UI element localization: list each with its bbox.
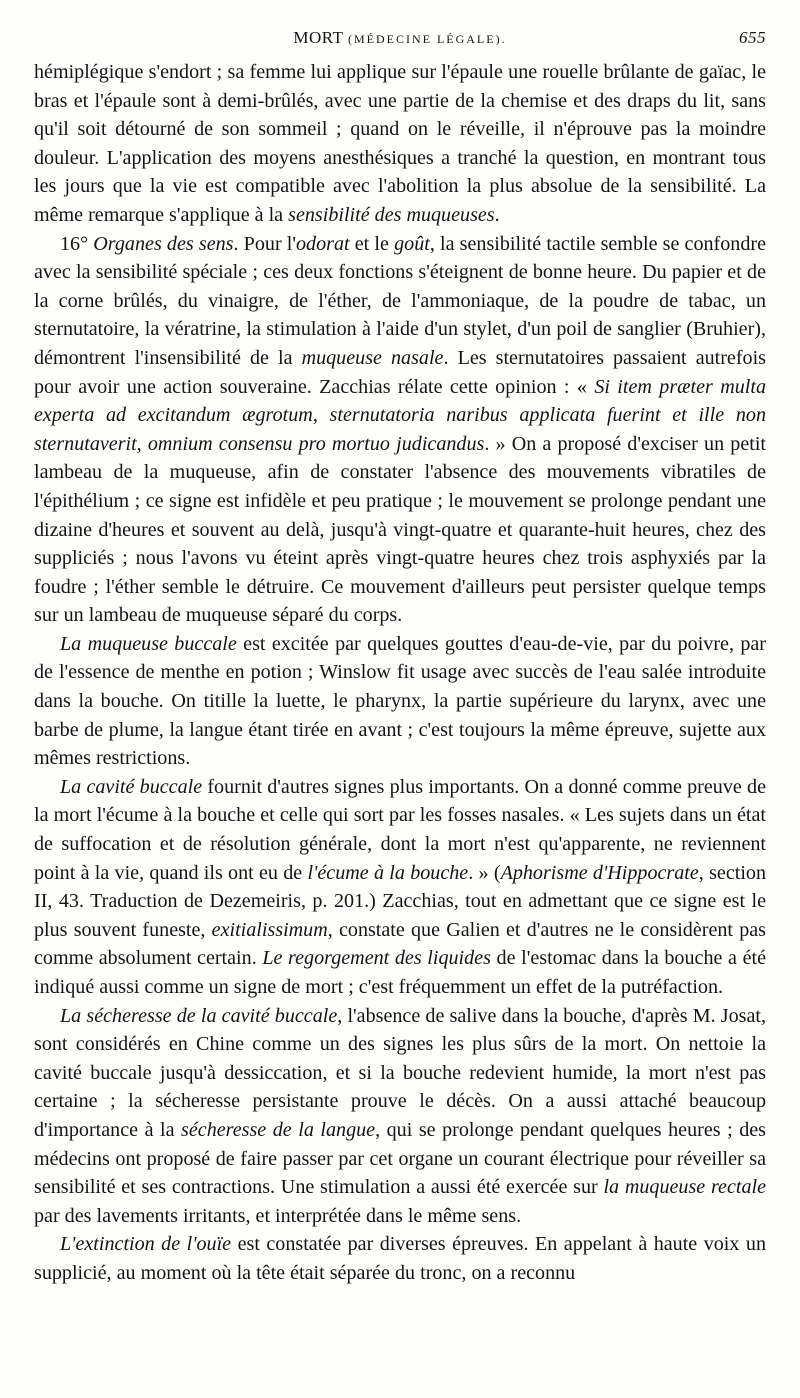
text-run: 16° [60, 232, 94, 255]
body-text [34, 58, 766, 1288]
italic-phrase: Si item præter multa experta ad excitandum ægrotum, sternutatoria naribus applicata fuerint et ille non sternutaverit, omnium consensu pro mortuo judicandus [34, 375, 767, 455]
italic-phrase: la muqueuse rectale [603, 1176, 767, 1199]
italic-phrase: Le regorgement des liquides [262, 947, 491, 970]
text-run: de l'estomac dans la bouche a été indiqué aussi comme un signe de mort ; c'est fréquemment un effet de la putréfaction. [34, 947, 766, 998]
text-run: par des lavements irritants, et interprétée dans le même sens. [34, 1204, 522, 1227]
paragraph [34, 58, 766, 230]
italic-phrase: Organes des sens [93, 232, 234, 255]
text-run: fournit d'autres signes plus importants. On a donné comme preuve de la mort l'écume à la bouche et celle qui sort par les fosses nasales. « Les sujets dans un état de suffocation et de résolution générale, dont la mort n'est qu'apparente, ne reviennent point à la vie, quand ils ont eu de [34, 775, 766, 884]
italic-phrase: La cavité buccale [60, 775, 203, 798]
text-run: . » On a proposé d'exciser un petit lambeau de la muqueuse, afin de constater l'absence des mouvements vibratiles de l'épithélium ; ce signe est infidèle et peu pratique ; le mouvement se prolonge pendant une dizaine d'heures et souvent au delà, jusqu'à vingt-quatre et quarante-huit heures, chez des suppliciés ; nous l'avons vu éteint après vingt-quatre heures chez trois asphyxiés par la foudre ; l'éther semble le détruire. Ce mouvement d'ailleurs peut persister quelque temps sur un lambeau de muqueuse séparé du corps. [34, 432, 766, 627]
text-run: hémiplégique s'endort ; sa femme lui applique sur l'épaule une rouelle brûlante de gaïac, le bras et l'épaule sont à demi-brûlés, avec une partie de la chemise et des draps du lit, sans qu'il soit détourné de son sommeil ; quand on le réveille, il n'éprouve pas la moindre douleur. L'application des moyens anesthésiques a tranché la question, en montrant tous les jours que la vie est compatible avec l'abolition la plus absolue de la sensibilité. La même remarque s'applique à la [34, 61, 766, 226]
italic-phrase: muqueuse nasale [301, 346, 444, 369]
paragraph [34, 230, 766, 630]
text-run: . [494, 203, 500, 226]
header-title: MORT [293, 28, 344, 47]
running-header [34, 28, 766, 58]
italic-phrase: sécheresse de la langue [181, 1118, 376, 1141]
text-run: est constatée par diverses épreuves. En appelant à haute voix un supplicié, au moment où la tête était séparée du tronc, on a reconnu [34, 1233, 767, 1284]
paragraph [34, 1230, 766, 1287]
text-run: est excitée par quelques gouttes d'eau-de-vie, par du poivre, par de l'essence de menthe en potion ; Winslow fit usage avec succès de l'eau salée introduite dans la bouche. On titille la luette, le pharynx, la partie supérieure du larynx, avec une barbe de plume, la langue étant tirée en avant ; c'est toujours la même épreuve, sujette aux mêmes restrictions. [34, 632, 767, 770]
italic-phrase: sensibilité des muqueuses [288, 203, 495, 226]
italic-phrase: l'écume à la bouche [307, 861, 469, 884]
text-run: , l'absence de salive dans la bouche, d'après M. Josat, sont considérés en Chine comme un des signes les plus sûrs de la mort. On nettoie la cavité buccale jusqu'à dessiccation, et si la bouche redevient humide, la mort n'est pas certaine ; la sécheresse persistante prouve le décès. On a aussi attaché beaucoup d'importance à la [34, 1004, 766, 1141]
paragraph [34, 773, 766, 1002]
header-subtitle: (MÉDECINE LÉGALE). [347, 32, 507, 46]
paragraph [34, 630, 766, 773]
paragraph [34, 1002, 766, 1231]
text-run: . Les sternutatoires passaient autrefois pour avoir une action souveraine. Zacchias rélate cette opinion : « [34, 346, 766, 398]
text-run: , qui se prolonge pendant quelques heures ; des médecins ont proposé de faire passer par cet organe un courant électrique pour réveiller sa sensibilité et ses contractions. Une stimulation a aussi été exercée sur [34, 1118, 766, 1199]
text-run: , la sensibilité tactile semble se confondre avec la sensibilité spéciale ; ces deux fonctions s'éteignent de bonne heure. Du papier et de la corne brûlés, du vinaigre, de l'éther, de l'ammoniaque, de la poudre de tabac, un sternutatoire, la vératrine, la stimulation à l'aide d'un stylet, d'un poil de sanglier (Bruhier), démontrent l'insensibilité de la [34, 232, 767, 369]
text-run: et le [349, 232, 395, 255]
italic-phrase: L'extinction de l'ouïe [60, 1233, 232, 1256]
italic-phrase: goût [394, 232, 430, 255]
italic-phrase: odorat [296, 232, 350, 255]
italic-phrase: La muqueuse buccale [60, 632, 237, 655]
text-run: , section II, 43. Traduction de Dezemeiris, p. 201.) Zacchias, tout en admettant que ce signe est le plus souvent funeste, [34, 861, 766, 941]
page-number: 655 [739, 28, 766, 47]
italic-phrase: Aphorisme d'Hippocrate [500, 861, 699, 884]
italic-phrase: La sécheresse de la cavité buccale [60, 1004, 338, 1027]
running-title [34, 28, 766, 48]
italic-phrase: exitialissimum [211, 918, 328, 941]
text-run: , constate que Galien et d'autres ne le considèrent pas comme absolument certain. [34, 918, 766, 970]
text-run: . » ( [468, 861, 501, 884]
text-run: . Pour l' [233, 232, 296, 255]
